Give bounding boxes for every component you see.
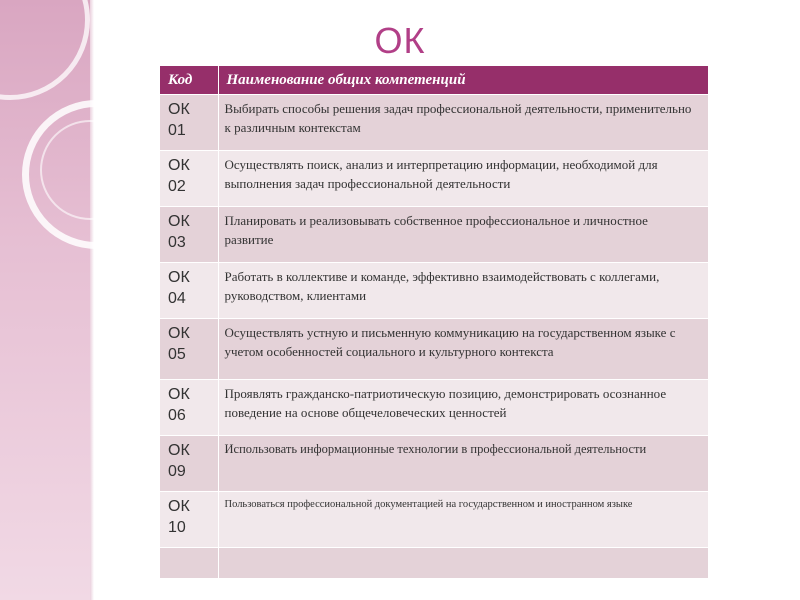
table-row [160, 492, 708, 548]
code-number: 01 [168, 122, 186, 139]
code-cell [160, 151, 218, 207]
code-cell [160, 319, 218, 380]
decorative-circle [40, 120, 140, 220]
code-cell [160, 380, 218, 436]
code-prefix: ОК [168, 498, 190, 515]
code-cell [160, 436, 218, 492]
table-row [160, 436, 708, 492]
code-prefix: ОК [168, 101, 190, 118]
side-band-shadow [90, 0, 94, 600]
column-header-code: Код [160, 66, 218, 95]
code-number: 05 [168, 346, 186, 363]
table-row [160, 151, 708, 207]
code-cell [160, 207, 218, 263]
name-cell: Выбирать способы решения задач профессиональной деятельности, применительно к различным контекстам [218, 95, 708, 151]
code-prefix: ОК [168, 157, 190, 174]
code-cell [160, 492, 218, 548]
name-cell: Пользоваться профессиональной документацией на государственном и иностранном языке [218, 492, 708, 548]
code-prefix: ОК [168, 269, 190, 286]
name-cell: Проявлять гражданско-патриотическую позицию, демонстрировать осознанное поведение на основе общечеловеческих ценностей [218, 380, 708, 436]
code-number: 02 [168, 178, 186, 195]
code-prefix: ОК [168, 213, 190, 230]
code-number: 04 [168, 290, 186, 307]
competencies-table [160, 66, 709, 578]
name-cell: Осуществлять устную и письменную коммуникацию на государственном языке с учетом особенностей социального и культурного контекста [218, 319, 708, 380]
name-cell: Использовать информационные технологии в профессиональной деятельности [218, 436, 708, 492]
table-row [160, 95, 708, 151]
code-prefix: ОК [168, 325, 190, 342]
empty-cell [218, 548, 708, 578]
table-row [160, 380, 708, 436]
table-row [160, 319, 708, 380]
name-cell: Планировать и реализовывать собственное профессиональное и личностное развитие [218, 207, 708, 263]
code-prefix: ОК [168, 386, 190, 403]
empty-cell [160, 548, 218, 578]
empty-table-row [160, 548, 708, 578]
table-row [160, 207, 708, 263]
code-prefix: ОК [168, 442, 190, 459]
code-cell [160, 95, 218, 151]
table-header-row [160, 66, 708, 95]
table-row [160, 263, 708, 319]
name-cell: Осуществлять поиск, анализ и интерпретацию информации, необходимой для выполнения задач профессиональной деятельности [218, 151, 708, 207]
name-cell: Работать в коллективе и команде, эффективно взаимодействовать с коллегами, руководством, клиентами [218, 263, 708, 319]
column-header-name: Наименование общих компетенций [218, 66, 708, 95]
code-number: 10 [168, 519, 186, 536]
code-cell [160, 263, 218, 319]
code-number: 06 [168, 407, 186, 424]
code-number: 03 [168, 234, 186, 251]
code-number: 09 [168, 463, 186, 480]
slide-title: ОК [374, 20, 426, 61]
